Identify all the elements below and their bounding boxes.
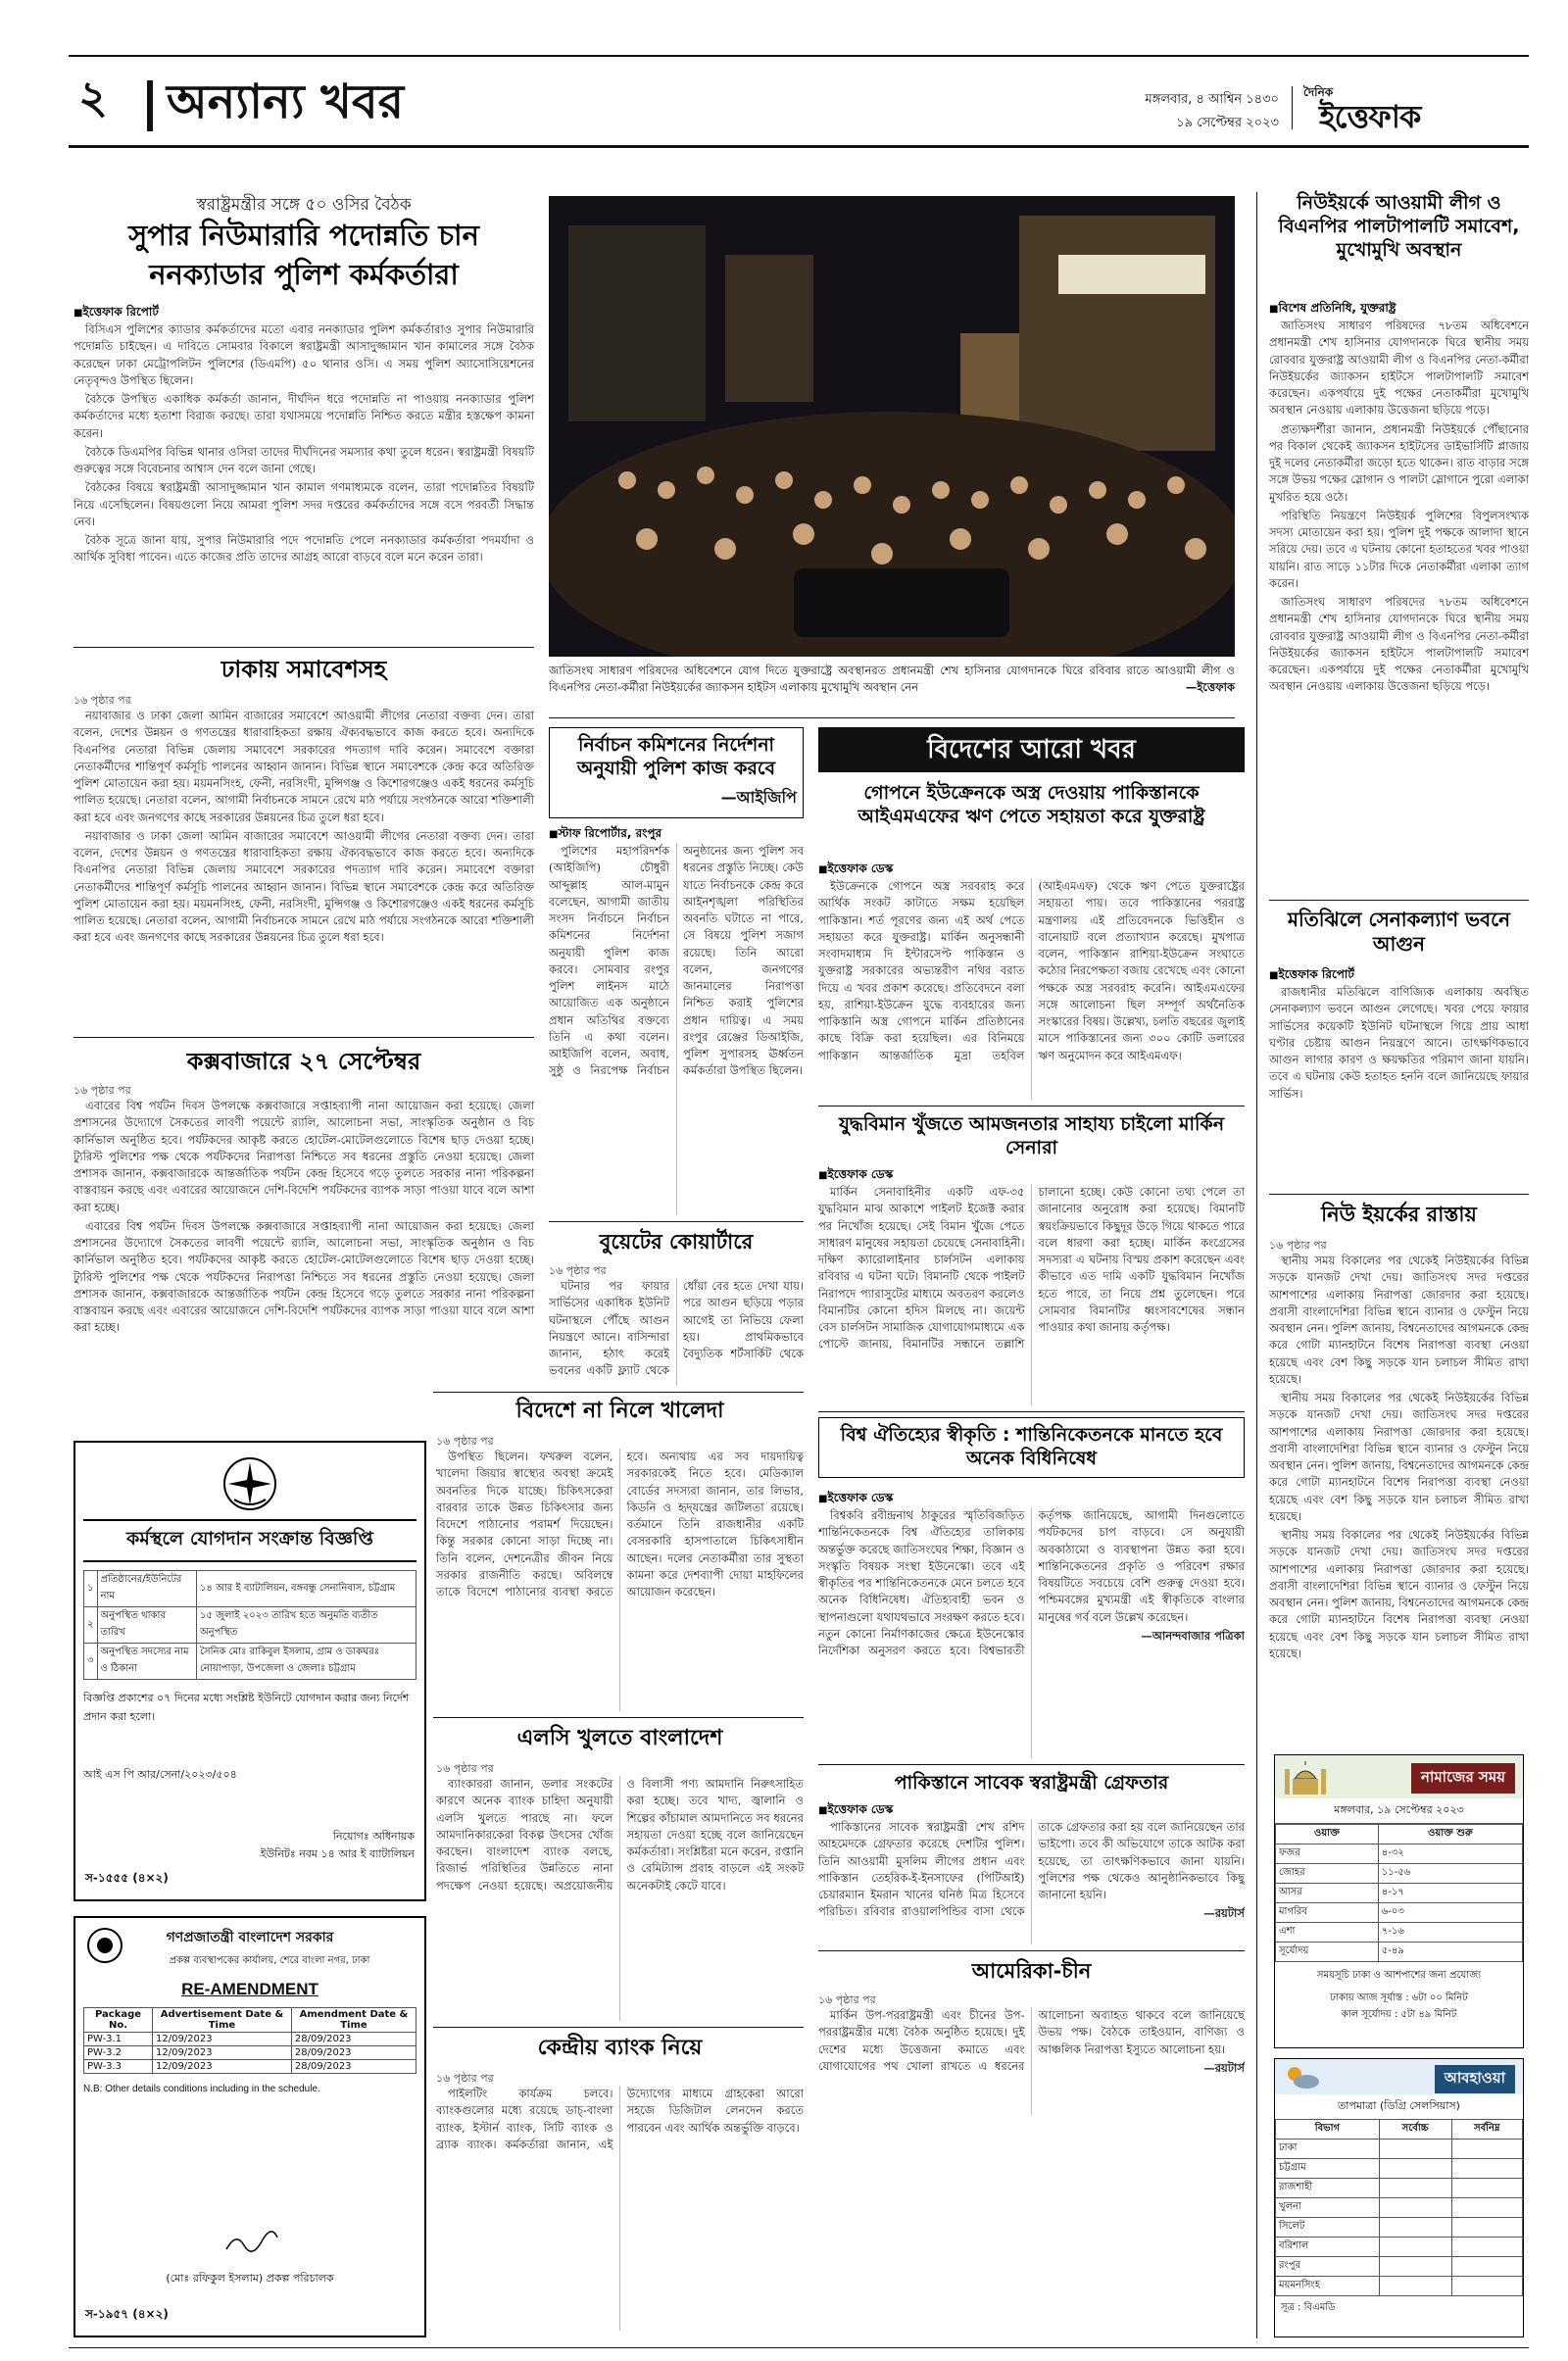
logo-prefix: দৈনিক [1303, 85, 1334, 99]
foreign-s4-text: পাকিস্তানের সাবেক স্বরাষ্ট্রমন্ত্রী শেখ রশিদ আহমেদকে গ্রেফতার করেছে দেশটির পুলিশ। তিনি আওয়ামী মুসলিম লীগের প্রধান এবং পাকিস্তান তেহরিক-ই-ইনসাফের (পিটিআই) চেয়ারম্যান ইমরান খানের ঘনিষ্ঠ মিত্র হিসেবে পরিচিত। রবিবার রাওয়ালপিন্ডির বাসা থেকে তাকে গ্রেফতার করা হয় বলে জানিয়েছেন তার ভাইপো। তবে কী অভিযোগে তাকে আটক করা হয়েছে, তা তাৎক্ষণিকভাবে জানা যায়নি। পুলিশের পক্ষ থেকেও আনুষ্ঠানিকভাবে কিছু জানানো হয়নি। [818, 1820, 1245, 1919]
table-cell [1451, 2140, 1522, 2159]
table-header-row [1276, 2120, 1523, 2140]
foreign-news-banner: বিদেশের আরো খবর [818, 727, 1245, 772]
table-cell: ১৪ আর ই ব্যাটালিয়ন, বঙ্গবন্ধু সেনানিবাস, চট্টগ্রাম [196, 1571, 416, 1607]
foreign-s1-text: ইউক্রেনকে গোপনে অস্ত্র সরবরাহ করে আর্থিক সংকট কাটাতে সক্ষম হয়েছিল পাকিস্তান। শর্ত পূরণের জন্য এই অর্থ পেতে সহায়তা করে যুক্তরাষ্ট্র। মার্কিন অনুসন্ধানী সংবাদমাধ্যম দি ইন্টারসেপ্ট পাকিস্তান ও যুক্তরাষ্ট্র সরকারের অভ্যন্তরীণ নথির বরাত দিয়ে এ খবর প্রকাশ করেছে। প্রতিবেদনে বলা হয়, রাশিয়া-ইউক্রেন যুদ্ধে ব্যবহারের জন্য পাকিস্তানি অস্ত্র গোপনে মার্কিন প্রতিষ্ঠানের কাছে বিক্রি করা হয়েছিল। এর বিনিময়ে পাকিস্তান আন্তর্জাতিক মুদ্রা তহবিল (আইএমএফ) থেকে ঋণ পেতে যুক্তরাষ্ট্রের সহায়তা পায়। তবে পাকিস্তানের পররাষ্ট্র মন্ত্রণালয় এই প্রতিবেদনকে ভিত্তিহীন ও বানোয়াট বলে প্রত্যাখ্যান করেছে। মুখপাত্র বলেন, পাকিস্তান রাশিয়া-ইউক্রেন সংঘাতে কঠোর নিরপেক্ষতা বজায় রেখেছে এবং কোনো পক্ষকে অস্ত্র সরবরাহ করেনি। আইএমএফের সঙ্গে আলোচনা ছিল সম্পূর্ণ অর্থনৈতিক সংস্কারের বিষয়। উল্লেখ্য, চলতি বছরের জুলাই মাসে পাকিস্তানের জন্য ৩০০ কোটি ডলারের ঋণ অনুমোদন করে আইএমএফ। [818, 879, 1245, 1062]
army-notice-table [83, 1570, 416, 1680]
coxs-bazar-text: এবারের বিশ্ব পর্যটন দিবস উপলক্ষে কক্সবাজারে সপ্তাহব্যাপী নানা আয়োজন করা হয়েছে। জেলা প্রশাসনের উদ্যোগে সৈকতের লাবণী পয়েন্টে র‍্যালি, আলোচনা সভা, সাংস্কৃতিক অনুষ্ঠান ও বিচ কার্নিভাল অনুষ্ঠিত হবে। পর্যটকদের আকৃষ্ট করতে হোটেল-মোটেলগুলোতে বিশেষ ছাড় দেওয়া হচ্ছে। ট্যুরিস্ট পুলিশের পক্ষ থেকে পর্যটকদের নিরাপত্তা নিশ্চিতে সব ধরনের প্রস্তুতি নেওয়া হয়েছে। জেলা প্রশাসক জানান, কক্সবাজারকে আন্তর্জাতিক পর্যটন কেন্দ্র হিসেবে গড়ে তুলতে সরকার নানা পরিকল্পনা বাস্তবায়ন করছে এবং এবারের আয়োজনে দেশি-বিদেশি পর্যটকদের ব্যাপক সাড়া পাওয়া যাবে বলে আশা করা হচ্ছে। [74, 1099, 534, 1214]
news-photo [549, 196, 1235, 657]
table-cell: PW-3.1 [84, 2033, 153, 2046]
dhaka-rally-text: নয়াবাজার ও ঢাকা জেলা আমিন বাজারের সমাবেশে আওয়ামী লীগের নেতারা বক্তব্য দেন। তারা বলেন, দেশের উন্নয়ন ও গণতন্ত্রের ধারাবাহিকতা রক্ষায় ঐক্যবদ্ধভাবে কাজ করতে হবে। অন্যদিকে বিএনপির নেতারা বিভিন্ন জেলায় সমাবেশে সরকারের পদত্যাগ দাবি করেন। সমাবেশে বক্তারা নেতাকর্মীদের শান্তিপূর্ণ কর্মসূচি পালনের আহ্বান জানান। বিভিন্ন স্থানে সমাবেশকে কেন্দ্র করে অতিরিক্ত পুলিশ মোতায়েন করা হয়। ময়মনসিংহ, ফেনী, নরসিংদী, মুন্সিগঞ্জ ও কিশোরগঞ্জেও একই ধরনের কর্মসূচি পালিত হয়েছে। নেতারা বলেন, আগামী নির্বাচনকে সামনে রেখে মাঠ পর্যায়ে সংগঠনকে আরো শক্তিশালী করা হবে এবং জনগণের কাছে সরকারের উন্নয়নের চিত্র তুলে ধরা হবে। [74, 828, 534, 945]
lead-paragraph: বৈঠক সূত্রে জানা যায়, সুপার নিউমারারি পদে পদোন্নতি পেলে ননক্যাডার কর্মকর্তারা পদমর্যাদা ও আর্থিক সুবিধা পাবেন। এতে কাজের প্রতি তাদের আগ্রহ আরো বাড়বে বলে মনে করেন তারা। [74, 533, 534, 565]
table-cell [1379, 2218, 1451, 2238]
table-header: Amendment Date & Time [291, 2008, 416, 2033]
table-cell [1451, 2198, 1522, 2218]
khaleda-body [436, 1449, 804, 1711]
sunrise-time: কাল সূর্যোদয় : ৫টা ৪৯ মিনিট [1341, 2009, 1457, 2020]
table-cell [1379, 2159, 1451, 2179]
quarter-headline: বুয়েটের কোয়ার্টারে [599, 1230, 754, 1254]
foreign-s2-text: মার্কিন সেনাবাহিনীর একটি এফ-৩৫ যুদ্ধবিমান মাঝ আকাশে পাইলট ইজেক্ট করার পর নিখোঁজ হয়েছে। সেই বিমান খুঁজে পেতে সাধারণ মানুষের সহায়তা চেয়েছে সেনাবাহিনী। দক্ষিণ ক্যারোলাইনার চার্লসটন এলাকায় রবিবার এ ঘটনা ঘটে। বিমানটি থেকে পাইলট নিরাপদে প্যারাসুটের মাধ্যমে অবতরণ করলেও বিমানটির কোনো হদিস মিলছে না। জয়েন্ট বেস চার্লসটন সামাজিক যোগাযোগমাধ্যমে এক পোস্টে জানায়, বিমানটির সন্ধানে তল্লাশি চালানো হচ্ছে। কেউ কোনো তথ্য পেলে তা জানানোর অনুরোধ করা হয়েছে। বিমানটি স্বয়ংক্রিয়ভাবে কিছুদূর উড়ে গিয়ে থাকতে পারে বলে ধারণা করা হচ্ছে। মার্কিন কংগ্রেসের সদস্যরা এ ঘটনায় বিস্ময় প্রকাশ করেছেন এবং কীভাবে এত দামি একটি যুদ্ধবিমান নিখোঁজ হতে পারে, তা নিয়ে প্রশ্ন তুলেছেন। পরে সোমবার বিমানটির ধ্বংসাবশেষের সন্ধান পাওয়ার কথা জানায় কর্তৃপক্ষ। [818, 1185, 1245, 1352]
army-notice-ad [74, 1441, 426, 1901]
govt-org: গণপ্রজাতন্ত্রী বাংলাদেশ সরকার [166, 1930, 334, 1945]
foreign-s5-headline: আমেরিকা-চীন [971, 1959, 1092, 1983]
coxs-bazar-text: এবারের বিশ্ব পর্যটন দিবস উপলক্ষে কক্সবাজারে সপ্তাহব্যাপী নানা আয়োজন করা হয়েছে। জেলা প্রশাসনের উদ্যোগে সৈকতের লাবণী পয়েন্টে র‍্যালি, আলোচনা সভা, সাংস্কৃতিক অনুষ্ঠান ও বিচ কার্নিভাল অনুষ্ঠিত হবে। পর্যটকদের আকৃষ্ট করতে হোটেল-মোটেলগুলোতে বিশেষ ছাড় দেওয়া হচ্ছে। ট্যুরিস্ট পুলিশের পক্ষ থেকে পর্যটকদের নিরাপত্তা নিশ্চিতে সব ধরনের প্রস্তুতি নেওয়া হয়েছে। জেলা প্রশাসক জানান, কক্সবাজারকে আন্তর্জাতিক পর্যটন কেন্দ্র হিসেবে গড়ে তুলতে সরকার নানা পরিকল্পনা বাস্তবায়ন করছে এবং এবারের আয়োজনে দেশি-বিদেশি পর্যটকদের ব্যাপক সাড়া পাওয়া যাবে বলে আশা করা হচ্ছে। [74, 1218, 534, 1335]
nyc-road-jump: ১৬ পৃষ্ঠার পর [1269, 1239, 1327, 1252]
table-cell: ৪-৩২ [1378, 1845, 1522, 1864]
nyc-road-text: স্থানীয় সময় বিকালের পর থেকেই নিউইয়র্কের বিভিন্ন সড়কে যানজট দেখা দেয়। জাতিসংঘ সদর দপ্তরের আশপাশের এলাকায় নিরাপত্তা জোরদার করা হয়েছে। প্রবাসী বাংলাদেশিরা বিভিন্ন স্থানে ব্যানার ও ফেস্টুন নিয়ে অবস্থান নেন। পুলিশ জানায়, বিশ্বনেতাদের আগমনকে কেন্দ্র করে গোটা ম্যানহাটনে বিশেষ নিরাপত্তা ব্যবস্থা নেওয়া হয়েছে এবং বেশ কিছু সড়কে যান চলাচল সীমিত রাখা হয়েছে। [1269, 1391, 1529, 1523]
table-row [84, 2060, 416, 2074]
foreign-s1-body [818, 878, 1245, 1100]
crowd-photo-image [549, 196, 1235, 657]
table-cell: ১১-৫৬ [1378, 1864, 1522, 1884]
table-row [1276, 2198, 1523, 2218]
dhaka-rally-text: নয়াবাজার ও ঢাকা জেলা আমিন বাজারের সমাবেশে আওয়ামী লীগের নেতারা বক্তব্য দেন। তারা বলেন, দেশের উন্নয়ন ও গণতন্ত্রের ধারাবাহিকতা রক্ষায় ঐক্যবদ্ধভাবে কাজ করতে হবে। অন্যদিকে বিএনপির নেতারা বিভিন্ন জেলায় সমাবেশে সরকারের পদত্যাগ দাবি করেন। সমাবেশে বক্তারা নেতাকর্মীদের শান্তিপূর্ণ কর্মসূচি পালনের আহ্বান জানান। বিভিন্ন স্থানে সমাবেশকে কেন্দ্র করে অতিরিক্ত পুলিশ মোতায়েন করা হয়। ময়মনসিংহ, ফেনী, নরসিংদী, মুন্সিগঞ্জ ও কিশোরগঞ্জেও একই ধরনের কর্মসূচি পালিত হয়েছে। নেতারা বলেন, আগামী নির্বাচনকে সামনে রেখে মাঠ পর্যায়ে সংগঠনকে আরো শক্তিশালী করা হবে এবং জনগণের কাছে সরকারের উন্নয়নের চিত্র তুলে ধরা হবে। [74, 709, 534, 824]
table-cell [1379, 2238, 1451, 2257]
govt-emblem-icon [85, 1926, 124, 1965]
table-cell: 12/09/2023 [152, 2046, 291, 2060]
table-row [84, 1571, 416, 1607]
table-header: Package No. [84, 2008, 153, 2033]
table-cell [1379, 2140, 1451, 2159]
table-cell: সিলেট [1276, 2218, 1380, 2238]
quarter-jump: ১৬ পৃষ্ঠার পর [549, 1264, 607, 1277]
table-row [84, 2046, 416, 2060]
table-cell: ময়মনসিংহ [1276, 2277, 1380, 2296]
foreign-s3-headline: বিশ্ব ঐতিহ্যের স্বীকৃতি : শান্তিনিকেতনকে মানতে হবে অনেক বিধিনিষেধ [840, 1424, 1223, 1469]
table-header: ওয়াক্ত শুরু [1378, 1825, 1522, 1845]
table-cell [1451, 2159, 1522, 2179]
table-row [1276, 1884, 1523, 1903]
police-ec-headline: নির্বাচন কমিশনের নির্দেশনা অনুযায়ী পুলিশ কাজ করবে [576, 734, 776, 779]
divider [1269, 900, 1529, 901]
table-row [1276, 2257, 1523, 2277]
divider [433, 1717, 804, 1718]
table-cell: 28/09/2023 [291, 2060, 416, 2074]
table-cell: ১ [84, 1571, 98, 1607]
divider [818, 1764, 1245, 1765]
army-notice-serial: স-১৫৫৫ (৪×২) [85, 1871, 169, 1885]
table-header: Advertisement Date & Time [152, 2008, 291, 2033]
lc-text: ব্যাংকাররা জানান, ডলার সংকটের কারণে অনেক ব্যাংক চাহিদা অনুযায়ী এলসি খুলতে পারছে না। ফলে আমদানিকারকেরা বিকল্প উৎসের খোঁজ করছেন। বাংলাদেশ ব্যাংক বলছে, রিজার্ভ পরিস্থিতির উন্নতিতে নানা পদক্ষেপ নেওয়া হয়েছে। অপ্রয়োজনীয় ও বিলাসী পণ্য আমদানি নিরুৎসাহিত করা হচ্ছে। তবে খাদ্য, জ্বালানি ও শিল্পের কাঁচামাল আমদানিতে সব ধরনের সহায়তা দেওয়া হচ্ছে বলে জানিয়েছেন কর্মকর্তারা। সংশ্লিষ্টরা মনে করেন, রপ্তানি ও রেমিট্যান্স প্রবাহ বাড়লে এই সংকট অনেকটাই কেটে যাবে। [436, 1777, 804, 1893]
table-cell [1451, 2179, 1522, 2198]
lead-paragraph: বৈঠকে উপস্থিত একাধিক কর্মকর্তা জানান, দীর্ঘদিন ধরে পদোন্নতি না পাওয়ায় ননক্যাডার পুলিশ কর্মকর্তাদের মধ্যে হতাশা বিরাজ করছে। তারা যথাসময়ে পদোন্নতি নিশ্চিত করতে মন্ত্রীর হস্তক্ষেপ কামনা করেন। [74, 392, 534, 440]
table-cell: বরিশাল [1276, 2238, 1380, 2257]
table-cell: অনুপস্থিত থাকার তারিখ [97, 1607, 196, 1644]
table-cell: ফজর [1276, 1845, 1379, 1864]
table-cell [1379, 2179, 1451, 2198]
nyc-road-text: স্থানীয় সময় বিকালের পর থেকেই নিউইয়র্কের বিভিন্ন সড়কে যানজট দেখা দেয়। জাতিসংঘ সদর দপ্তরের আশপাশের এলাকায় নিরাপত্তা জোরদার করা হয়েছে। প্রবাসী বাংলাদেশিরা বিভিন্ন স্থানে ব্যানার ও ফেস্টুন নিয়ে অবস্থান নেন। পুলিশ জানায়, বিশ্বনেতাদের আগমনকে কেন্দ্র করে গোটা ম্যানহাটনে বিশেষ নিরাপত্তা ব্যবস্থা নেওয়া হয়েছে এবং বেশ কিছু সড়কে যান চলাচল সীমিত রাখা হয়েছে। [1269, 1254, 1529, 1386]
table-cell: জোহর [1276, 1864, 1379, 1884]
coxs-bazar-body [74, 1098, 534, 1431]
army-notice-unit: ইউনিটঃ নবম ১৪ আর ই ব্যাটালিয়ন [260, 1847, 415, 1860]
govt-serial: স-১৯৫৭ (৪×২) [85, 2307, 169, 2321]
weather-subtitle: তাপমাত্রা (ডিগ্রি সেলসিয়াস) [1338, 2099, 1460, 2112]
column-rule [1256, 192, 1257, 2338]
khaleda-text: উপস্থিত ছিলেন। ফখরুল বলেন, খালেদা জিয়ার স্বাস্থ্যের অবস্থা ক্রমেই অবনতির দিকে যাচ্ছে। চিকিৎসকেরা বারবার তাকে উন্নত চিকিৎসার জন্য বিদেশে পাঠানোর পরামর্শ দিয়েছেন। কিন্তু সরকার কোনো সাড়া দিচ্ছে না। তিনি বলেন, দেশনেত্রীর জীবন নিয়ে সরকার রাজনীতি করছে। অবিলম্বে তাকে বিদেশে পাঠানোর ব্যবস্থা করতে হবে। অন্যথায় এর সব দায়দায়িত্ব সরকারকেই নিতে হবে। মেডিক্যাল বোর্ডের সদস্যরা জানান, তার লিভার, কিডনি ও হৃদ্‌যন্ত্রের জটিলতা রয়েছে। বর্তমানে তিনি রাজধানীর একটি বেসরকারি হাসপাতালে চিকিৎসাধীন আছেন। দলের নেতাকর্মীরা তার সুস্থতা কামনা করে দেশব্যাপী দোয়া মাহফিলের আয়োজন করেছেন। [436, 1450, 804, 1599]
table-header: সর্বোচ্চ [1379, 2120, 1451, 2140]
table-cell: চট্টগ্রাম [1276, 2159, 1380, 2179]
divider [433, 2027, 804, 2028]
logo-name: ইত্তেফাক [1319, 98, 1421, 135]
ny-paragraph: পরিস্থিতি নিয়ন্ত্রণে নিউইয়র্ক পুলিশের বিপুলসংখ্যক সদস্য মোতায়েন করা হয়। পুলিশ দুই পক্ষকে আলাদা স্থানে সরিয়ে দেয়। তবে এ ঘটনায় কোনো হতাহতের খবর পাওয়া যায়নি। রাত সাড়ে ১১টার দিকে নেতাকর্মীরা এলাকা ত্যাগ করেন। [1269, 508, 1529, 590]
masthead-rule [69, 145, 1529, 148]
table-cell [1451, 2277, 1522, 2296]
govt-table [83, 2007, 416, 2074]
signature-icon [222, 2228, 281, 2257]
table-row [1276, 1903, 1523, 1923]
ny-paragraph: জাতিসংঘ সাধারণ পরিষদের ৭৮তম অধিবেশনে প্রধানমন্ত্রী শেখ হাসিনার যোগদানকে ঘিরে স্থানীয় সময় রোববার যুক্তরাষ্ট্র আওয়ামী লীগ ও বিএনপির নেতা-কর্মীরা নিউইয়র্কের জ্যাকসন হাইটসে পালটাপালটি সমাবেশ করেছেন। একপর্যায়ে দুই পক্ষের নেতাকর্মীরা মুখোমুখি অবস্থান নেওয়ায় এলাকায় উত্তেজনা ছড়িয়ে পড়ে। [1269, 595, 1529, 694]
fire-text: রাজধানীর মতিঝিলে বাণিজ্যিক এলাকায় অবস্থিত সেনাকল্যাণ ভবনে আগুন লেগেছে। খবর পেয়ে ফায়ার সার্ভিসের কয়েকটি ইউনিট ঘটনাস্থলে গিয়ে প্রায় আধা ঘণ্টার চেষ্টায় আগুন নিয়ন্ত্রণে আনে। তাৎক্ষণিকভাবে আগুন লাগার কারণ ও ক্ষয়ক্ষতির পরিমাণ জানা যায়নি। তবে এ ঘটনায় কেউ হতাহত হননি বলে জানিয়েছে ফায়ার সার্ভিস। [1269, 985, 1529, 1101]
prayer-times-note: সময়সূচি ঢাকা ও আশপাশের জন্য প্রযোজ্য [1316, 1970, 1482, 1981]
dhaka-rally-jump: ১৬ পৃষ্ঠার পর [74, 694, 131, 707]
mosque-icon [1281, 1757, 1330, 1796]
table-row [1276, 1845, 1523, 1864]
dhaka-rally-headline: ঢাকায় সমাবেশসহ [220, 656, 387, 683]
army-notice-signatory: নিয়োগঃ অধিনায়ক [332, 1830, 415, 1843]
divider [818, 1950, 1245, 1951]
foreign-s2-body [818, 1184, 1245, 1405]
table-cell: সৈনিক মোঃ রাকিবুল ইসলাম, গ্রাম ও ডাকঘরঃ নোয়াপাড়া, উপজেলা ও জেলাঃ চট্টগ্রাম [196, 1644, 416, 1680]
date-bangla: মঙ্গলবার, ৪ আশ্বিন ১৪৩০ [1145, 92, 1279, 107]
lead-paragraph: বৈঠকে ডিএমপির বিভিন্ন থানার ওসিরা তাদের দীর্ঘদিনের সমস্যার কথা তুলে ধরেন। স্বরাষ্ট্রমন্ত্রী বিষয়টি গুরুত্বের সঙ্গে বিবেচনার আশ্বাস দেন বলে জানা গেছে। [74, 444, 534, 475]
police-ec-text: পুলিশের মহাপরিদর্শক (আইজিপি) চৌধুরী আব্দুল্লাহ আল-মামুন বলেছেন, আগামী জাতীয় সংসদ নির্বাচনে নির্বাচন কমিশনের নির্দেশনা অনুযায়ী পুলিশ কাজ করবে। সোমবার রংপুর পুলিশ লাইনস মাঠে আয়োজিত এক অনুষ্ঠানে প্রধান অতিথির বক্তব্যে তিনি এ কথা বলেন। আইজিপি বলেন, অবাধ, সুষ্ঠু ও নিরপেক্ষ নির্বাচন অনুষ্ঠানের জন্য পুলিশ সব ধরনের প্রস্তুতি নিচ্ছে। কেউ যাতে নির্বাচনকে কেন্দ্র করে আইনশৃঙ্খলা পরিস্থিতির অবনতি ঘটাতে না পারে, সে বিষয়ে পুলিশ সজাগ রয়েছে। তিনি আরো বলেন, জনগণের জানমালের নিরাপত্তা নিশ্চিত করাই পুলিশের প্রধান দায়িত্ব। এ সময় রংপুর রেঞ্জের ডিআইজি, পুলিশ সুপারসহ ঊর্ধ্বতন কর্মকর্তারা উপস্থিত ছিলেন। [549, 844, 804, 1078]
govt-signature: (মোঃ রফিকুল ইসলাম) প্রকল্প পরিচালক [166, 2272, 334, 2285]
coxs-bazar-headline: কক্সবাজারে ২৭ সেপ্টেম্বর [186, 1048, 421, 1075]
photo-caption [549, 663, 1235, 695]
table-cell [1451, 2218, 1522, 2238]
section-title: অন্যান্য খবর [167, 74, 404, 129]
table-cell [1379, 2277, 1451, 2296]
masthead-divider [147, 80, 153, 131]
lead-paragraph: বৈঠকের বিষয়ে স্বরাষ্ট্রমন্ত্রী আসাদুজ্জামান খান কামাল গণমাধ্যমকে বলেন, তারা পদোন্নতির বিষয়টি নিয়ে এসেছিলেন। বিষয়গুলো নিয়ে আমরা পুলিশ সদর দপ্তরের কর্মকর্তাদের সঙ্গে বসে পরবর্তী সিদ্ধান্ত নেব। [74, 480, 534, 528]
photo-credit: —ইত্তেফাক [1185, 679, 1235, 694]
bottom-rule [69, 2347, 1529, 2348]
prayer-times-title: নামাজের সময় [1411, 1763, 1515, 1794]
table-header-row [1276, 1825, 1523, 1845]
ny-paragraph: প্রত্যক্ষদর্শীরা জানান, প্রধানমন্ত্রী নিউইয়র্কে পৌঁছানোর পর বিকাল থেকেই জ্যাকসন হাইটসের ডাইভার্সিটি প্লাজায় দুই দলের নেতাকর্মীরা জড়ো হতে থাকেন। রাত বাড়ার সঙ্গে সঙ্গে উভয় পক্ষের স্লোগান ও পালটা স্লোগানে পুরো এলাকা মুখরিত হয়ে ওঠে। [1269, 421, 1529, 504]
table-row [1276, 2238, 1523, 2257]
foreign-s1-byline: ■ ইত্তেফাক ডেস্ক [818, 861, 893, 880]
table-row [1276, 2179, 1523, 2198]
khaleda-headline: বিদেশে না নিলে খালেদা [515, 1399, 724, 1423]
central-bank-body [436, 2086, 804, 2331]
table-cell: ৬-০৩ [1378, 1903, 1522, 1923]
fire-headline: মতিঝিলে সেনাকল্যাণ ভবনে আগুন [1287, 908, 1511, 956]
govt-dept: প্রকল্প ব্যবস্থাপকের কার্যালয়, শেরে বাংলা নগর, ঢাকা [169, 1955, 370, 1966]
paper-logo [1303, 84, 1524, 133]
divider [818, 1411, 1245, 1412]
table-cell [1379, 2257, 1451, 2277]
ny-byline: ■ বিশেষ প্রতিনিধি, যুক্তরাষ্ট্র [1269, 300, 1396, 320]
table-cell: সূর্যোদয় [1276, 1943, 1379, 1962]
govt-note: N.B: Other details conditions including in the schedule. [83, 2084, 320, 2094]
foreign-s5-text: মার্কিন উপ-পররাষ্ট্রমন্ত্রী এবং চীনের উপ-পররাষ্ট্রমন্ত্রীর মধ্যে বৈঠক অনুষ্ঠিত হয়েছে। দুই দেশের মধ্যে উত্তেজনা কমাতে এবং যোগাযোগের পথ খোলা রাখতে এ ধরনের আলোচনা অব্যাহত থাকবে বলে জানিয়েছে উভয় পক্ষ। বৈঠকে তাইওয়ান, বাণিজ্য ও আঞ্চলিক নিরাপত্তা ইস্যুতে আলোচনা হয়। [818, 2008, 1245, 2073]
quarter-body [549, 1278, 804, 1386]
table-cell [1379, 2198, 1451, 2218]
nyc-road-headline: নিউ ইয়র্কের রাস্তায় [1321, 1203, 1477, 1226]
table-cell: 28/09/2023 [291, 2033, 416, 2046]
table-cell: ৪-১৭ [1378, 1884, 1522, 1903]
lead-kicker: স্বরাষ্ট্রমন্ত্রীর সঙ্গে ৫০ ওসির বৈঠক [196, 195, 412, 215]
weather-table [1275, 2119, 1523, 2296]
page-number: ২ [78, 71, 108, 123]
divider [818, 1106, 1245, 1107]
foreign-s3-headline-box [818, 1417, 1245, 1478]
ny-headline: নিউইয়র্কে আওয়ামী লীগ ও বিএনপির পালটাপালটি সমাবেশ, মুখোমুখি অবস্থান [1278, 192, 1520, 261]
fire-body [1269, 984, 1529, 1188]
table-row [84, 1607, 416, 1644]
foreign-s4-body [818, 1819, 1245, 1944]
weather-box [1274, 2058, 1524, 2337]
prayer-times-table [1275, 1824, 1523, 1962]
nyc-road-text: স্থানীয় সময় বিকালের পর থেকেই নিউইয়র্কের বিভিন্ন সড়কে যানজট দেখা দেয়। জাতিসংঘ সদর দপ্তরের আশপাশের এলাকায় নিরাপত্তা জোরদার করা হয়েছে। প্রবাসী বাংলাদেশিরা বিভিন্ন স্থানে ব্যানার ও ফেস্টুন নিয়ে অবস্থান নেন। পুলিশ জানায়, বিশ্বনেতাদের আগমনকে কেন্দ্র করে গোটা ম্যানহাটনে বিশেষ নিরাপত্তা ব্যবস্থা নেওয়া হয়েছে এবং বেশ কিছু সড়কে যান চলাচল সীমিত রাখা হয়েছে। [1269, 1528, 1529, 1660]
foreign-s3-text: বিশ্বকবি রবীন্দ্রনাথ ঠাকুরের স্মৃতিবিজড়িত শান্তিনিকেতনকে বিশ্ব ঐতিহ্যের তালিকায় অন্তর্ভুক্ত করেছে জাতিসংঘের শিক্ষা, বিজ্ঞান ও সংস্কৃতি বিষয়ক সংস্থা ইউনেস্কো। তবে এই স্বীকৃতির পর শান্তিনিকেতনকে মেনে চলতে হবে অনেক বিধিনিষেধ। ঐতিহ্যবাহী ভবন ও স্থাপনাগুলো যথাযথভাবে সংরক্ষণ করতে হবে। নতুন কোনো নির্মাণকাজের ক্ষেত্রে ইউনেস্কোর নির্দেশিকা অনুসরণ করতে হবে। বিশ্বভারতী কর্তৃপক্ষ জানিয়েছে, আগামী দিনগুলোতে পর্যটকদের চাপ বাড়বে। সে অনুযায়ী অবকাঠামো ও ব্যবস্থাপনা উন্নত করা হবে। শান্তিনিকেতনের প্রকৃতি ও পরিবেশ রক্ষার বিষয়টিতে সবচেয়ে বেশি গুরুত্ব দেওয়া হবে। পশ্চিমবঙ্গের মুখ্যমন্ত্রী এই স্বীকৃতিকে বাংলার মানুষের গর্ব বলে উল্লেখ করেছেন। [818, 1508, 1245, 1657]
police-ec-source: —আইজিপি [720, 787, 797, 807]
table-cell [1451, 2238, 1522, 2257]
fire-byline: ■ ইত্তেফাক রিপোর্ট [1269, 966, 1354, 986]
foreign-s3-credit: —আনন্দবাজার পত্রিকা [1141, 1628, 1245, 1643]
ny-paragraph: জাতিসংঘ সাধারণ পরিষদের ৭৮তম অধিবেশনে প্রধানমন্ত্রী শেখ হাসিনার যোগদানকে ঘিরে স্থানীয় সময় রোববার যুক্তরাষ্ট্র আওয়ামী লীগ ও বিএনপির নেতা-কর্মীরা নিউইয়র্কের জ্যাকসন হাইটসে পালটাপালটি সমাবেশ করেছেন। একপর্যায়ে দুই পক্ষের নেতাকর্মীরা মুখোমুখি অবস্থান নেওয়ায় এলাকায় উত্তেজনা ছড়িয়ে পড়ে। [1269, 319, 1529, 418]
central-bank-text: পাইলটিং কার্যক্রম চলবে। ব্যাংকগুলোর মধ্যে রয়েছে ডাচ্‌-বাংলা ব্যাংক, ইস্টার্ন ব্যাংক, সিটি ব্যাংক ও ব্র্যাক ব্যাংক। কর্মকর্তারা জানান, এই উদ্যোগের মাধ্যমে গ্রাহকেরা আরো সহজে ডিজিটাল লেনদেন করতে পারবেন এবং আর্থিক অন্তর্ভুক্তি বাড়বে। [436, 2087, 804, 2151]
table-cell: মাগরিব [1276, 1903, 1379, 1923]
foreign-s3-body [818, 1507, 1245, 1758]
cloud-sun-icon [1283, 2062, 1322, 2091]
table-cell: ৩ [84, 1644, 98, 1680]
table-row [84, 2033, 416, 2046]
table-cell: ঢাকা [1276, 2140, 1380, 2159]
table-cell: ৫-৪৯ [1378, 1943, 1522, 1962]
table-cell: ২ [84, 1607, 98, 1644]
lc-body [436, 1776, 804, 2021]
divider [433, 1392, 804, 1393]
foreign-s5-credit: —রয়টার্স [1203, 2060, 1245, 2075]
foreign-s5-body [818, 2007, 1245, 2115]
table-cell: 12/09/2023 [152, 2033, 291, 2046]
table-cell: খুলনা [1276, 2198, 1380, 2218]
lead-byline: ■ ইত্তেফাক রিপোর্ট [74, 304, 159, 323]
police-ec-byline: ■ স্টাফ রিপোর্টার, রংপুর [549, 825, 662, 845]
table-cell: 28/09/2023 [291, 2046, 416, 2060]
police-ec-headline-box [549, 727, 804, 818]
dhaka-rally-body [74, 708, 534, 1031]
table-cell: ৭-১৬ [1378, 1923, 1522, 1943]
ny-body [1269, 318, 1529, 894]
weather-title: আবহাওয়া [1435, 2065, 1515, 2093]
table-cell: এশা [1276, 1923, 1379, 1943]
prayer-times-date: মঙ্গলবার, ১৯ সেপ্টেম্বর ২০২৩ [1275, 1798, 1523, 1824]
table-header: বিভাগ [1276, 2120, 1380, 2140]
foreign-s4-byline: ■ ইত্তেফাক ডেস্ক [818, 1801, 893, 1821]
army-notice-ref: আই এস পি আর/সেনা/২০২৩/৫০৪ [83, 1768, 237, 1781]
table-row [84, 1644, 416, 1680]
photo-caption-text: জাতিসংঘ সাধারণ পরিষদের অধিবেশনে যোগ দিতে যুক্তরাষ্ট্রে অবস্থানরত প্রধানমন্ত্রী শেখ হাসিনার যোগদানকে ঘিরে রবিবার রাতে আওয়ামী লীগ ও বিএনপির নেতা-কর্মীরা নিউইয়র্কের জ্যাকসন হাইটস এলাকায় মুখোমুখি অবস্থান নেন [549, 664, 1235, 694]
coxs-bazar-jump: ১৬ পৃষ্ঠার পর [74, 1084, 131, 1097]
foreign-s4-credit: —রয়টার্স [1203, 1906, 1245, 1921]
lead-body [74, 321, 534, 640]
table-row [1276, 1923, 1523, 1943]
table-header: ওয়াক্ত [1276, 1825, 1379, 1845]
army-notice-note: বিজ্ঞপ্তি প্রকাশের ০৭ দিনের মধ্যে সংশ্লিষ্ট ইউনিটে যোগদান করার জন্য নির্দেশ প্রদান করা হলো। [83, 1692, 410, 1723]
table-row [1276, 2218, 1523, 2238]
table-cell: PW-3.2 [84, 2046, 153, 2060]
table-cell: অনুপস্থিত সদস্যের নাম ও ঠিকানা [97, 1644, 196, 1680]
divider [74, 1037, 534, 1038]
foreign-s5-jump: ১৬ পৃষ্ঠার পর [818, 1993, 876, 2006]
divider [549, 1221, 804, 1222]
foreign-s3-byline: ■ ইত্তেফাক ডেস্ক [818, 1490, 893, 1509]
table-cell: ১৫ জুলাই ২০২৩ তারিখ হতে অনুমতি ব্যতীত অনুপস্থিত [196, 1607, 416, 1644]
lead-headline-1: সুপার নিউমারারি পদোন্নতি চান [128, 219, 479, 252]
table-row [1276, 1943, 1523, 1962]
table-header: সর্বনিম্ন [1451, 2120, 1522, 2140]
table-cell: 12/09/2023 [152, 2060, 291, 2074]
table-row [1276, 2159, 1523, 2179]
table-row [1276, 2277, 1523, 2296]
quarter-text: ঘটনার পর ফায়ার সার্ভিসের একাধিক ইউনিট ঘটনাস্থলে পৌঁছে আগুন নিয়ন্ত্রণে আনে। বাসিন্দারা জানান, হঠাৎ করেই ভবনের একটি ফ্ল্যাট থেকে ধোঁয়া বের হতে দেখা যায়। পরে আগুন ছড়িয়ে পড়ার আগেই তা নিভিয়ে ফেলা হয়। প্রাথমিকভাবে বৈদ্যুতিক শর্টসার্কিট থেকে [549, 1279, 804, 1378]
top-rule [69, 55, 1529, 57]
lead-headline-2: ননক্যাডার পুলিশ কর্মকর্তারা [149, 258, 459, 291]
khaleda-jump: ১৬ পৃষ্ঠার পর [436, 1435, 494, 1448]
date-english: ১৯ সেপ্টেম্বর ২০২৩ [1176, 116, 1279, 130]
central-bank-headline: কেন্দ্রীয় ব্যাংক নিয়ে [537, 2036, 703, 2060]
table-cell: আসর [1276, 1884, 1379, 1903]
foreign-s4-headline: পাকিস্তানে সাবেক স্বরাষ্ট্রমন্ত্রী গ্রেফতার [894, 1772, 1169, 1794]
date-divider [1292, 86, 1293, 129]
foreign-s2-byline: ■ ইত্তেফাক ডেস্ক [818, 1166, 893, 1186]
divider [1269, 1194, 1529, 1195]
govt-tender-ad [74, 1916, 426, 2337]
table-cell: PW-3.3 [84, 2060, 153, 2074]
nyc-road-body [1269, 1253, 1529, 1743]
table-cell: রাজশাহী [1276, 2179, 1380, 2198]
weather-source: সূত্র : বিএমডি [1281, 2302, 1336, 2313]
divider [549, 717, 1235, 718]
foreign-s2-headline: যুদ্ধবিমান খুঁজতে আমজনতার সাহায্য চাইলো মার্কিন সেনারা [838, 1113, 1225, 1158]
sunset-time: ঢাকায় আজ সূর্যাস্ত : ৬টা ০০ মিনিট [1330, 1992, 1468, 2003]
divider [74, 647, 534, 648]
table-row [1276, 1864, 1523, 1884]
prayer-times-box [1274, 1754, 1524, 2048]
lead-paragraph: বিসিএস পুলিশের ক্যাডার কর্মকর্তাদের মতো এবার ননক্যাডার পুলিশ কর্মকর্তারাও সুপার নিউমারারি পদোন্নতি চাইছেন। এ দাবিতে সোমবার বিকালে স্বরাষ্ট্রমন্ত্রী আসাদুজ্জামান খান কামালের সঙ্গে বৈঠক করেছেন ঢাকা মেট্রোপলিটন পুলিশের (ডিএমপি) ৫০ থানার ওসি। এ সময় পুলিশ অ্যাসোসিয়েশনের নেতৃবৃন্দও উপস্থিত ছিলেন। [74, 322, 534, 387]
table-cell [1451, 2257, 1522, 2277]
weather-header [1275, 2059, 1523, 2094]
foreign-s1-headline: গোপনে ইউক্রেনকে অস্ত্র দেওয়ায় পাকিস্তানকে আইএমএফের ঋণ পেতে সহায়তা করে যুক্তরাষ্ট্র [858, 782, 1205, 827]
lc-jump: ১৬ পৃষ্ঠার পর [436, 1762, 494, 1775]
table-row [1276, 2140, 1523, 2159]
army-emblem-icon [220, 1454, 279, 1513]
prayer-times-header [1275, 1755, 1523, 1798]
table-cell: প্রতিষ্ঠানের/ইউনিটের নাম [97, 1571, 196, 1607]
table-header-row [84, 2008, 416, 2033]
central-bank-jump: ১৬ পৃষ্ঠার পর [436, 2072, 494, 2085]
govt-title: RE-AMENDMENT [181, 1980, 318, 1998]
army-notice-title: কর্মস্থলে যোগদান সংক্রান্ত বিজ্ঞপ্তি [83, 1519, 416, 1562]
table-cell: রংপুর [1276, 2257, 1380, 2277]
police-ec-body [549, 843, 804, 1215]
lc-headline: এলসি খুলতে বাংলাদেশ [516, 1726, 723, 1750]
